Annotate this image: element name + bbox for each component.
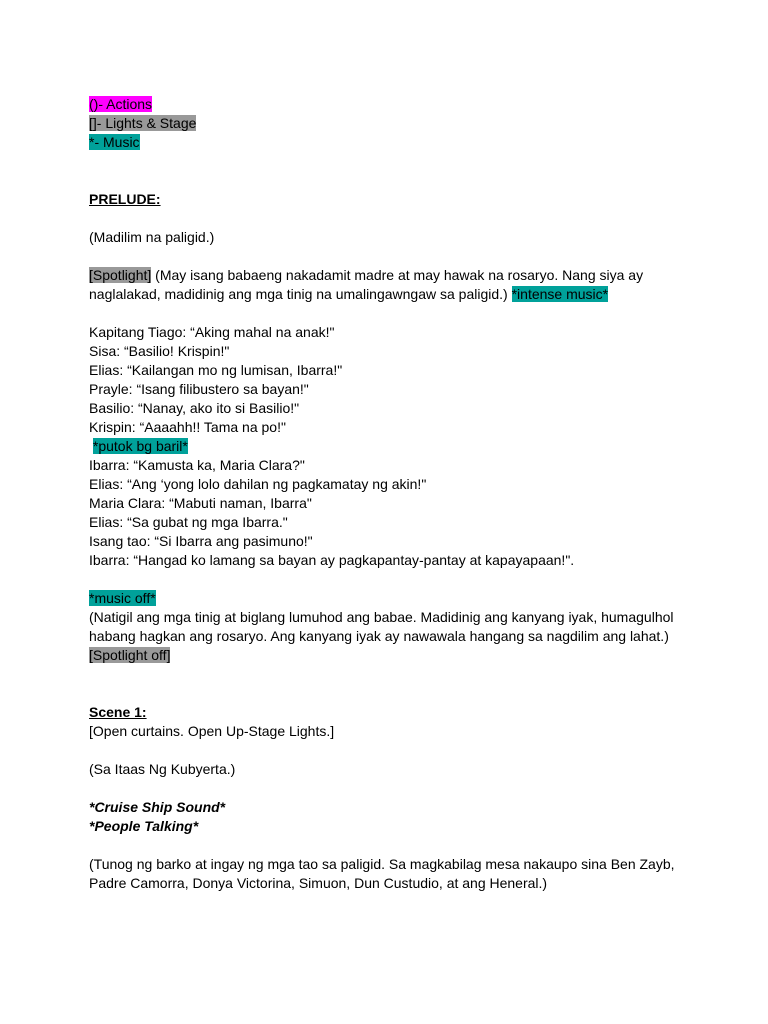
prelude-action-line-2 <box>89 285 689 304</box>
prelude-action-text-1: (May isang babaeng nakadamit madre at may hawak na rosaryo. Nang siya ay <box>151 267 644 283</box>
prelude-heading: PRELUDE: <box>89 191 161 207</box>
voice-line: Prayle: “Isang filibustero sa bayan!" <box>89 381 309 397</box>
legend-music <box>89 133 689 152</box>
scene1-heading: Scene 1: <box>89 704 147 720</box>
voice-line: Sisa: “Basilio! Krispin!" <box>89 343 230 359</box>
voice-line: Ibarra: “Hangad ko lamang sa bayan ay pagkapantay-pantay at kapayapaan!". <box>89 552 575 568</box>
scene1-sound-2: *People Talking* <box>89 818 199 834</box>
legend-lights <box>89 114 689 133</box>
voice-line: Elias: “Sa gubat ng mga Ibarra." <box>89 514 288 530</box>
legend-music-text: *- Music <box>89 134 140 150</box>
voice-line: Basilio: “Nanay, ako ito si Basilio!" <box>89 400 300 416</box>
gunshot-tag: *putok bg baril* <box>92 438 188 454</box>
prelude-closing-line-2: habang hagkan ang rosaryo. Ang kanyang iyak ay nawawala hangang sa nagdilim ang lahat.) <box>89 628 669 644</box>
prelude-closing-line-1: (Natigil ang mga tinig at biglang lumuhod ang babae. Madidinig ang kanyang iyak, humagulhol <box>89 609 674 625</box>
scene1-location: (Sa Itaas Ng Kubyerta.) <box>89 761 236 777</box>
music-off-tag: *music off* <box>89 590 156 606</box>
scene1-stage: [Open curtains. Open Up-Stage Lights.] <box>89 723 335 739</box>
legend-lights-text: []- Lights & Stage <box>89 115 197 131</box>
spotlight-off-line <box>89 646 689 665</box>
voice-line: Elias: “Ang ‘yong lolo dahilan ng pagkamatay ng akin!" <box>89 476 427 492</box>
gunshot-line <box>89 437 689 456</box>
scene1-action-line-2: Padre Camorra, Donya Victorina, Simuon, Dun Custudio, at ang Heneral.) <box>89 875 548 891</box>
prelude-action-text-2: naglalakad, madidinig ang mga tinig na umalingawngaw sa paligid.) <box>89 286 512 302</box>
voice-line: Isang tao: “Si Ibarra ang pasimuno!" <box>89 533 313 549</box>
voice-line: Maria Clara: “Mabuti naman, Ibarra" <box>89 495 312 511</box>
intense-music-tag: *intense music* <box>511 286 609 302</box>
voice-line: Elias: “Kailangan mo ng lumisan, Ibarra!" <box>89 362 343 378</box>
voice-line: Kapitang Tiago: “Aking mahal na anak!" <box>89 324 335 340</box>
spotlight-tag: [Spotlight] <box>89 267 152 283</box>
voice-line: Ibarra: “Kamusta ka, Maria Clara?" <box>89 457 305 473</box>
scene1-action-line-1: (Tunog ng barko at ingay ng mga tao sa paligid. Sa magkabilag mesa nakaupo sina Ben Zayb, <box>89 856 675 872</box>
legend-actions <box>89 95 689 114</box>
legend-actions-text: ()- Actions <box>89 96 153 112</box>
prelude-action-line-1 <box>89 266 689 285</box>
voice-line: Krispin: “Aaaahh!! Tama na po!" <box>89 419 286 435</box>
music-off-line <box>89 589 689 608</box>
scene1-sound-1: *Cruise Ship Sound* <box>89 799 226 815</box>
spotlight-off-tag: [Spotlight off] <box>89 647 171 663</box>
prelude-setting: (Madilim na paligid.) <box>89 229 215 245</box>
script-document <box>89 95 689 893</box>
